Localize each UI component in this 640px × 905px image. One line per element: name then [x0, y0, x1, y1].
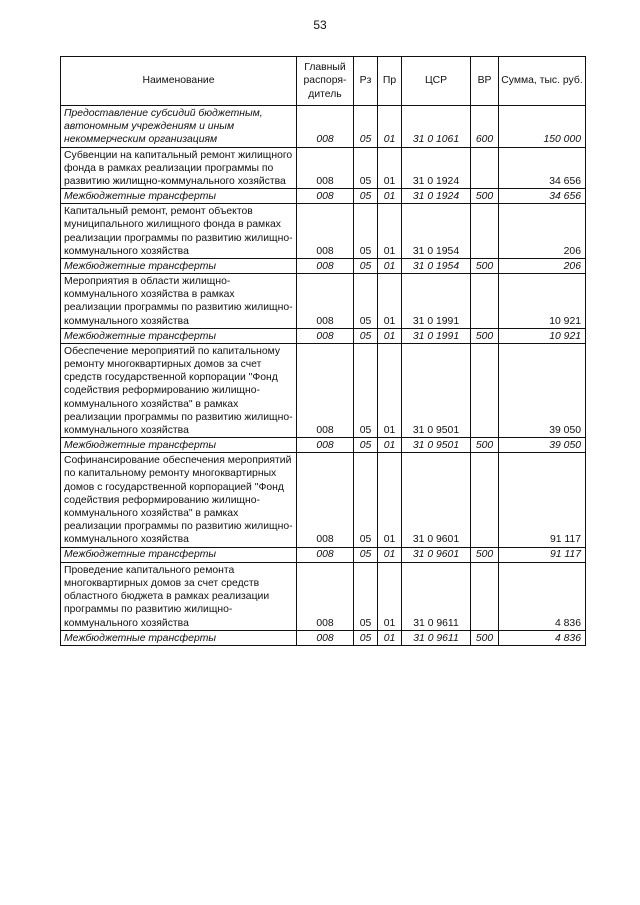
- cell-amount: 10 921: [499, 274, 586, 329]
- cell-name: Межбюджетные трансферты: [61, 189, 297, 204]
- cell-subsection: 01: [378, 147, 402, 189]
- cell-amount: 39 050: [499, 438, 586, 453]
- table-row: [61, 259, 586, 274]
- cell-expense-type: [471, 453, 499, 547]
- cell-section: 05: [354, 438, 378, 453]
- table-row: [61, 274, 586, 329]
- cell-amount: 91 117: [499, 453, 586, 547]
- cell-subsection: 01: [378, 547, 402, 562]
- cell-chief-manager: 008: [297, 274, 354, 329]
- cell-target-item: 31 0 1061: [402, 106, 471, 148]
- page-number: 53: [313, 18, 327, 32]
- cell-name: Предоставление субсидий бюджетным, автономным учреждениям и иным некоммерческим организациям: [61, 106, 297, 148]
- table-row: [61, 189, 586, 204]
- cell-chief-manager: 008: [297, 343, 354, 437]
- cell-target-item: 31 0 9501: [402, 343, 471, 437]
- cell-subsection: 01: [378, 274, 402, 329]
- cell-target-item: 31 0 1954: [402, 259, 471, 274]
- header-name: Наименование: [61, 57, 297, 106]
- cell-expense-type: [471, 562, 499, 630]
- cell-chief-manager: 008: [297, 106, 354, 148]
- table-body: [61, 106, 586, 646]
- table-row: [61, 204, 586, 259]
- cell-name: Межбюджетные трансферты: [61, 547, 297, 562]
- table-row: [61, 147, 586, 189]
- cell-subsection: 01: [378, 204, 402, 259]
- cell-section: 05: [354, 147, 378, 189]
- cell-target-item: 31 0 1924: [402, 189, 471, 204]
- cell-subsection: 01: [378, 343, 402, 437]
- cell-name: Мероприятия в области жилищно-коммунального хозяйства в рамках реализации программы по развитию жилищно-коммунального хозяйства: [61, 274, 297, 329]
- cell-section: 05: [354, 189, 378, 204]
- cell-chief-manager: 008: [297, 438, 354, 453]
- cell-chief-manager: 008: [297, 562, 354, 630]
- cell-subsection: 01: [378, 189, 402, 204]
- cell-name: Субвенции на капитальный ремонт жилищного фонда в рамках реализации программы по развитию жилищно-коммунального хозяйства: [61, 147, 297, 189]
- cell-subsection: 01: [378, 630, 402, 645]
- cell-expense-type: [471, 274, 499, 329]
- cell-chief-manager: 008: [297, 204, 354, 259]
- cell-expense-type: [471, 204, 499, 259]
- cell-section: 05: [354, 630, 378, 645]
- table-row: [61, 106, 586, 148]
- cell-target-item: 31 0 9501: [402, 438, 471, 453]
- cell-amount: 34 656: [499, 147, 586, 189]
- cell-section: 05: [354, 453, 378, 547]
- header-subsection: Пр: [378, 57, 402, 106]
- cell-expense-type: [471, 343, 499, 437]
- cell-name: Обеспечение мероприятий по капитальному ремонту многоквартирных домов за счет средств государственной корпорации "Фонд содействия реформированию жилищно-коммунального хозяйства" в рамках реализации программы по развитию жилищно-коммунального хозяйства: [61, 343, 297, 437]
- cell-target-item: 31 0 9601: [402, 453, 471, 547]
- cell-target-item: 31 0 9611: [402, 630, 471, 645]
- cell-section: 05: [354, 106, 378, 148]
- cell-subsection: 01: [378, 328, 402, 343]
- table-header-row: [61, 57, 586, 106]
- cell-target-item: 31 0 1954: [402, 204, 471, 259]
- cell-section: 05: [354, 547, 378, 562]
- cell-expense-type: [471, 147, 499, 189]
- header-chief-manager: Главный распоря-дитель: [297, 57, 354, 106]
- cell-name: Проведение капитального ремонта многоквартирных домов за счет средств областного бюджета в рамках реализации программы по развитию жилищно-коммунального хозяйства: [61, 562, 297, 630]
- table-row: [61, 438, 586, 453]
- cell-chief-manager: 008: [297, 547, 354, 562]
- cell-section: 05: [354, 259, 378, 274]
- cell-target-item: 31 0 9601: [402, 547, 471, 562]
- cell-name: Межбюджетные трансферты: [61, 630, 297, 645]
- cell-expense-type: 500: [471, 438, 499, 453]
- cell-amount: 34 656: [499, 189, 586, 204]
- cell-amount: 206: [499, 259, 586, 274]
- cell-amount: 4 836: [499, 630, 586, 645]
- cell-chief-manager: 008: [297, 453, 354, 547]
- cell-amount: 39 050: [499, 343, 586, 437]
- cell-expense-type: 500: [471, 630, 499, 645]
- cell-amount: 10 921: [499, 328, 586, 343]
- cell-chief-manager: 008: [297, 147, 354, 189]
- table-row: [61, 547, 586, 562]
- cell-expense-type: 500: [471, 328, 499, 343]
- cell-subsection: 01: [378, 259, 402, 274]
- cell-amount: 4 836: [499, 562, 586, 630]
- budget-table: [60, 56, 586, 646]
- table-row: [61, 562, 586, 630]
- cell-target-item: 31 0 1991: [402, 328, 471, 343]
- cell-subsection: 01: [378, 562, 402, 630]
- table-row: [61, 343, 586, 437]
- table-row: [61, 328, 586, 343]
- cell-section: 05: [354, 562, 378, 630]
- cell-section: 05: [354, 274, 378, 329]
- table-row: [61, 453, 586, 547]
- cell-amount: 91 117: [499, 547, 586, 562]
- cell-subsection: 01: [378, 106, 402, 148]
- cell-expense-type: 500: [471, 547, 499, 562]
- cell-amount: 206: [499, 204, 586, 259]
- cell-chief-manager: 008: [297, 189, 354, 204]
- header-target-item: ЦСР: [402, 57, 471, 106]
- cell-name: Межбюджетные трансферты: [61, 328, 297, 343]
- cell-expense-type: 600: [471, 106, 499, 148]
- cell-target-item: 31 0 9611: [402, 562, 471, 630]
- cell-section: 05: [354, 328, 378, 343]
- cell-target-item: 31 0 1924: [402, 147, 471, 189]
- cell-target-item: 31 0 1991: [402, 274, 471, 329]
- cell-expense-type: 500: [471, 189, 499, 204]
- table-row: [61, 630, 586, 645]
- cell-expense-type: 500: [471, 259, 499, 274]
- cell-chief-manager: 008: [297, 630, 354, 645]
- cell-name: Софинансирование обеспечения мероприятий по капитальному ремонту многоквартирных домов с государственной корпорацией "Фонд содействия реформированию жилищно-коммунального хозяйства" в рамках реализации программы по развитию жилищно-коммунального хозяйства: [61, 453, 297, 547]
- cell-name: Капитальный ремонт, ремонт объектов муниципального жилищного фонда в рамках реализации программы по развитию жилищно-коммунального хозяйства: [61, 204, 297, 259]
- cell-section: 05: [354, 204, 378, 259]
- cell-section: 05: [354, 343, 378, 437]
- header-expense-type: ВР: [471, 57, 499, 106]
- header-amount: Сумма, тыс. руб.: [499, 57, 586, 106]
- cell-chief-manager: 008: [297, 259, 354, 274]
- cell-subsection: 01: [378, 453, 402, 547]
- cell-amount: 150 000: [499, 106, 586, 148]
- header-section: Рз: [354, 57, 378, 106]
- cell-name: Межбюджетные трансферты: [61, 259, 297, 274]
- cell-subsection: 01: [378, 438, 402, 453]
- cell-name: Межбюджетные трансферты: [61, 438, 297, 453]
- cell-chief-manager: 008: [297, 328, 354, 343]
